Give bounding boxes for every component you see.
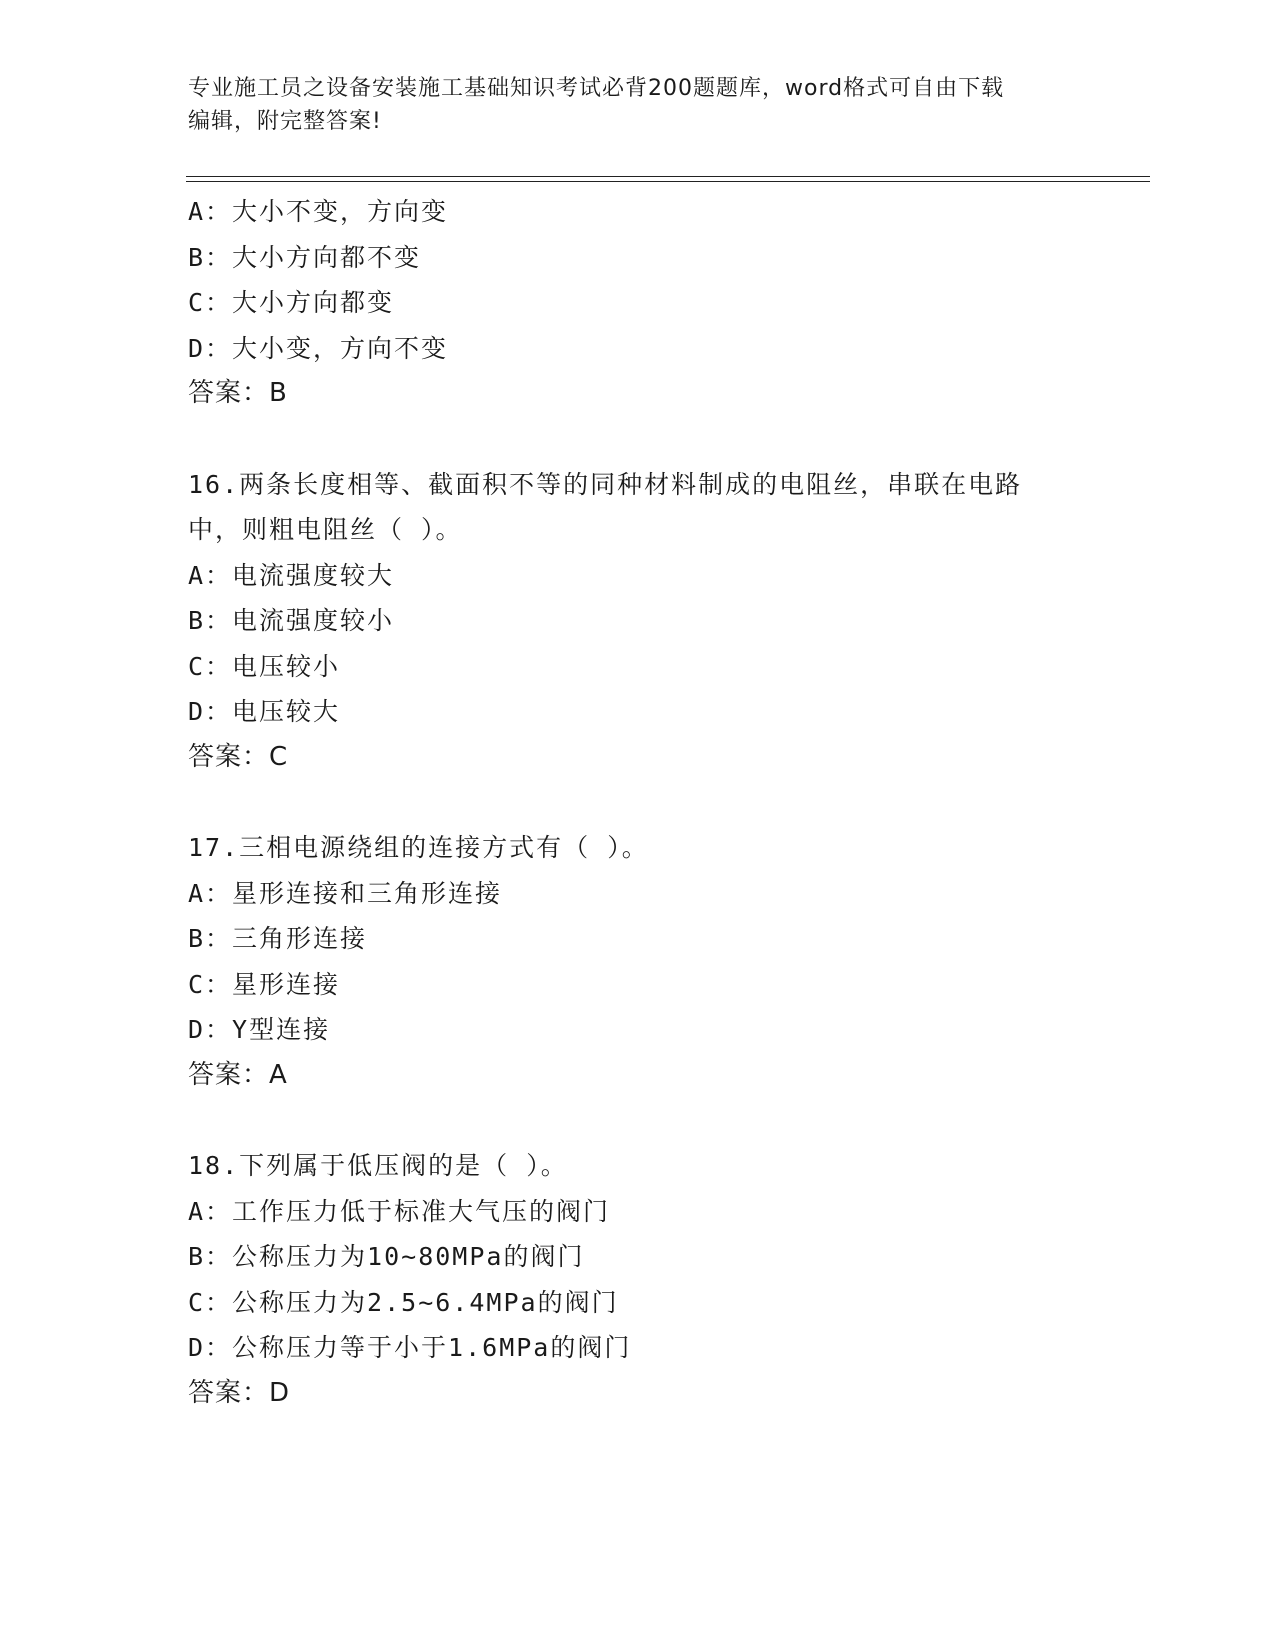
question-17 — [188, 825, 1088, 1098]
header-divider-bottom — [186, 181, 1150, 182]
option-c: C：公称压力为2.5~6.4MPa的阀门 — [188, 1287, 619, 1317]
question-18 — [188, 1143, 1088, 1416]
question-text-line-2: 中，则粗电阻丝（ ）。 — [188, 515, 463, 544]
question-text-line-1: 16.两条长度相等、截面积不等的同种材料制成的电阻丝，串联在电路 — [188, 469, 1023, 499]
option-a: A：电流强度较大 — [188, 560, 395, 590]
question-text: 18.下列属于低压阀的是（ ）。 — [188, 1151, 568, 1180]
answer: 答案：B — [188, 378, 288, 408]
option-d: D：公称压力等于小于1.6MPa的阀门 — [188, 1333, 632, 1362]
question-15 — [188, 189, 1088, 417]
header-divider-top — [186, 176, 1150, 177]
spacer — [188, 1098, 1088, 1143]
option-d: D：电压较大 — [188, 697, 341, 726]
spacer — [188, 780, 1088, 825]
option-d: D：大小变，方向不变 — [188, 333, 449, 363]
option-c: C：电压较小 — [188, 651, 341, 681]
option-b: B：公称压力为10~80MPa的阀门 — [188, 1242, 585, 1271]
header-title-line-1: 专业施工员之设备安装施工基础知识考试必背200题题库，word格式可自由下载 — [188, 76, 1005, 101]
option-c: C：大小方向都变 — [188, 288, 395, 317]
option-b: B：三角形连接 — [188, 924, 368, 953]
header-title-line-2: 编辑，附完整答案! — [188, 109, 382, 134]
option-c: C：星形连接 — [188, 969, 341, 999]
question-16 — [188, 462, 1088, 781]
answer: 答案：A — [188, 1059, 288, 1090]
option-b: B：大小方向都不变 — [188, 242, 422, 272]
question-text: 17.三相电源绕组的连接方式有（ ）。 — [188, 833, 649, 862]
option-a: A：大小不变，方向变 — [188, 197, 449, 226]
option-a: A：工作压力低于标准大气压的阀门 — [188, 1196, 611, 1226]
document-header — [188, 72, 1068, 138]
option-d: D：Y型连接 — [188, 1015, 331, 1044]
option-a: A：星形连接和三角形连接 — [188, 878, 503, 908]
answer: 答案：C — [188, 741, 289, 772]
spacer — [188, 417, 1088, 462]
option-b: B：电流强度较小 — [188, 606, 395, 635]
answer: 答案：D — [188, 1377, 291, 1408]
question-list — [188, 189, 1088, 1416]
